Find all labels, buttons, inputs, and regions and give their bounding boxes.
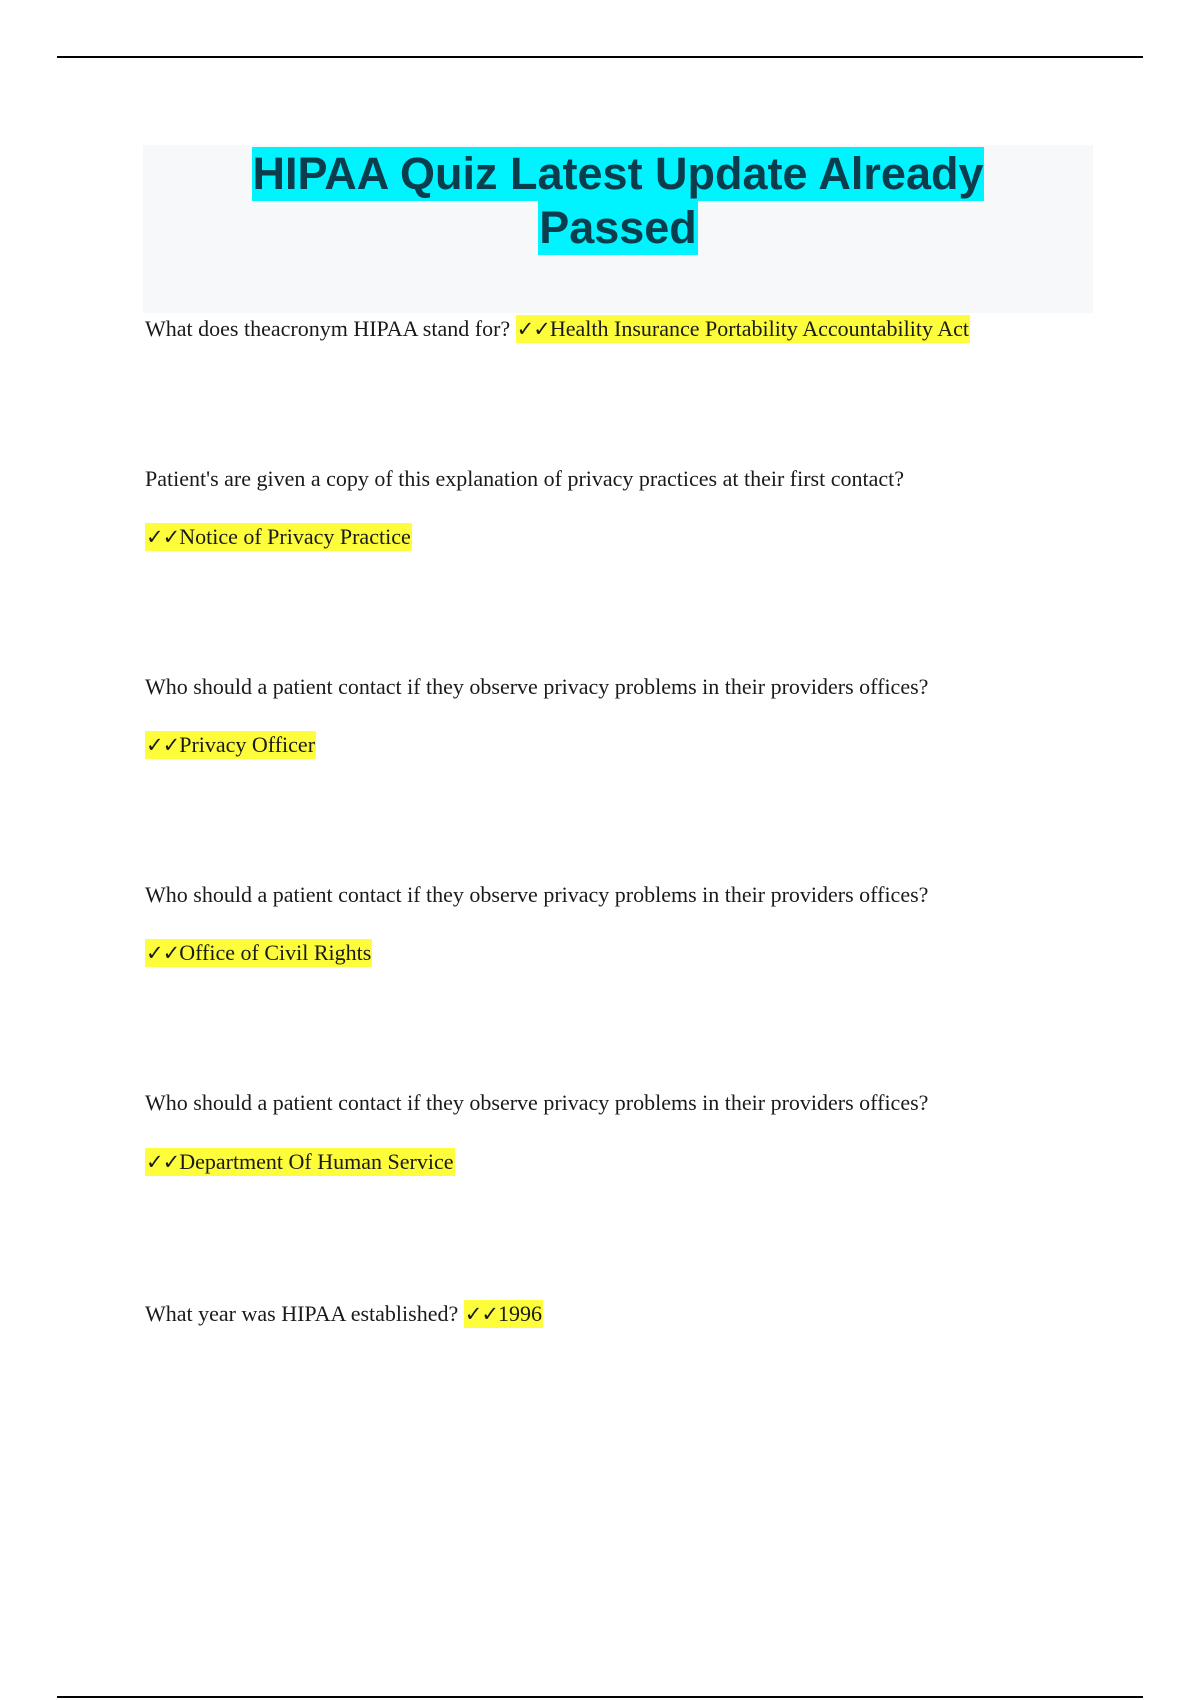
question-6: What year was HIPAA established? xyxy=(145,1301,459,1326)
answer-5 xyxy=(145,1147,455,1177)
answer-3-text: Privacy Officer xyxy=(179,732,316,757)
answer-1-text: Health Insurance Portability Accountability Act xyxy=(549,316,969,341)
check-icon: ✓✓ xyxy=(146,733,180,757)
check-icon: ✓✓ xyxy=(516,317,550,341)
bottom-rule xyxy=(57,1696,1143,1698)
title-banner xyxy=(143,145,1093,313)
question-1: What does theacronym HIPAA stand for? xyxy=(145,316,511,341)
check-icon: ✓✓ xyxy=(464,1302,498,1326)
title-line-2: Passed xyxy=(539,202,697,253)
check-icon: ✓✓ xyxy=(146,1150,180,1174)
title-line-1: HIPAA Quiz Latest Update Already xyxy=(252,148,984,199)
check-icon: ✓✓ xyxy=(146,941,180,965)
answer-6 xyxy=(464,1300,543,1328)
answer-4-text: Office of Civil Rights xyxy=(179,940,372,965)
question-4: Who should a patient contact if they observe privacy problems in their providers offices? xyxy=(145,882,929,907)
answer-2 xyxy=(145,522,412,552)
qa-item-1 xyxy=(145,314,970,344)
answer-3 xyxy=(145,730,316,760)
top-rule xyxy=(57,56,1143,58)
check-icon: ✓✓ xyxy=(146,525,180,549)
answer-4 xyxy=(145,938,372,968)
question-5: Who should a patient contact if they observe privacy problems in their providers offices? xyxy=(145,1090,929,1115)
answer-1 xyxy=(516,315,970,343)
answer-6-text: 1996 xyxy=(497,1301,542,1326)
answer-2-text: Notice of Privacy Practice xyxy=(179,524,411,549)
question-3: Who should a patient contact if they observe privacy problems in their providers offices? xyxy=(145,674,929,699)
question-2: Patient's are given a copy of this explanation of privacy practices at their first contact? xyxy=(145,466,905,491)
page-title xyxy=(143,145,1093,255)
answer-5-text: Department Of Human Service xyxy=(179,1149,454,1174)
qa-item-6 xyxy=(145,1299,543,1329)
